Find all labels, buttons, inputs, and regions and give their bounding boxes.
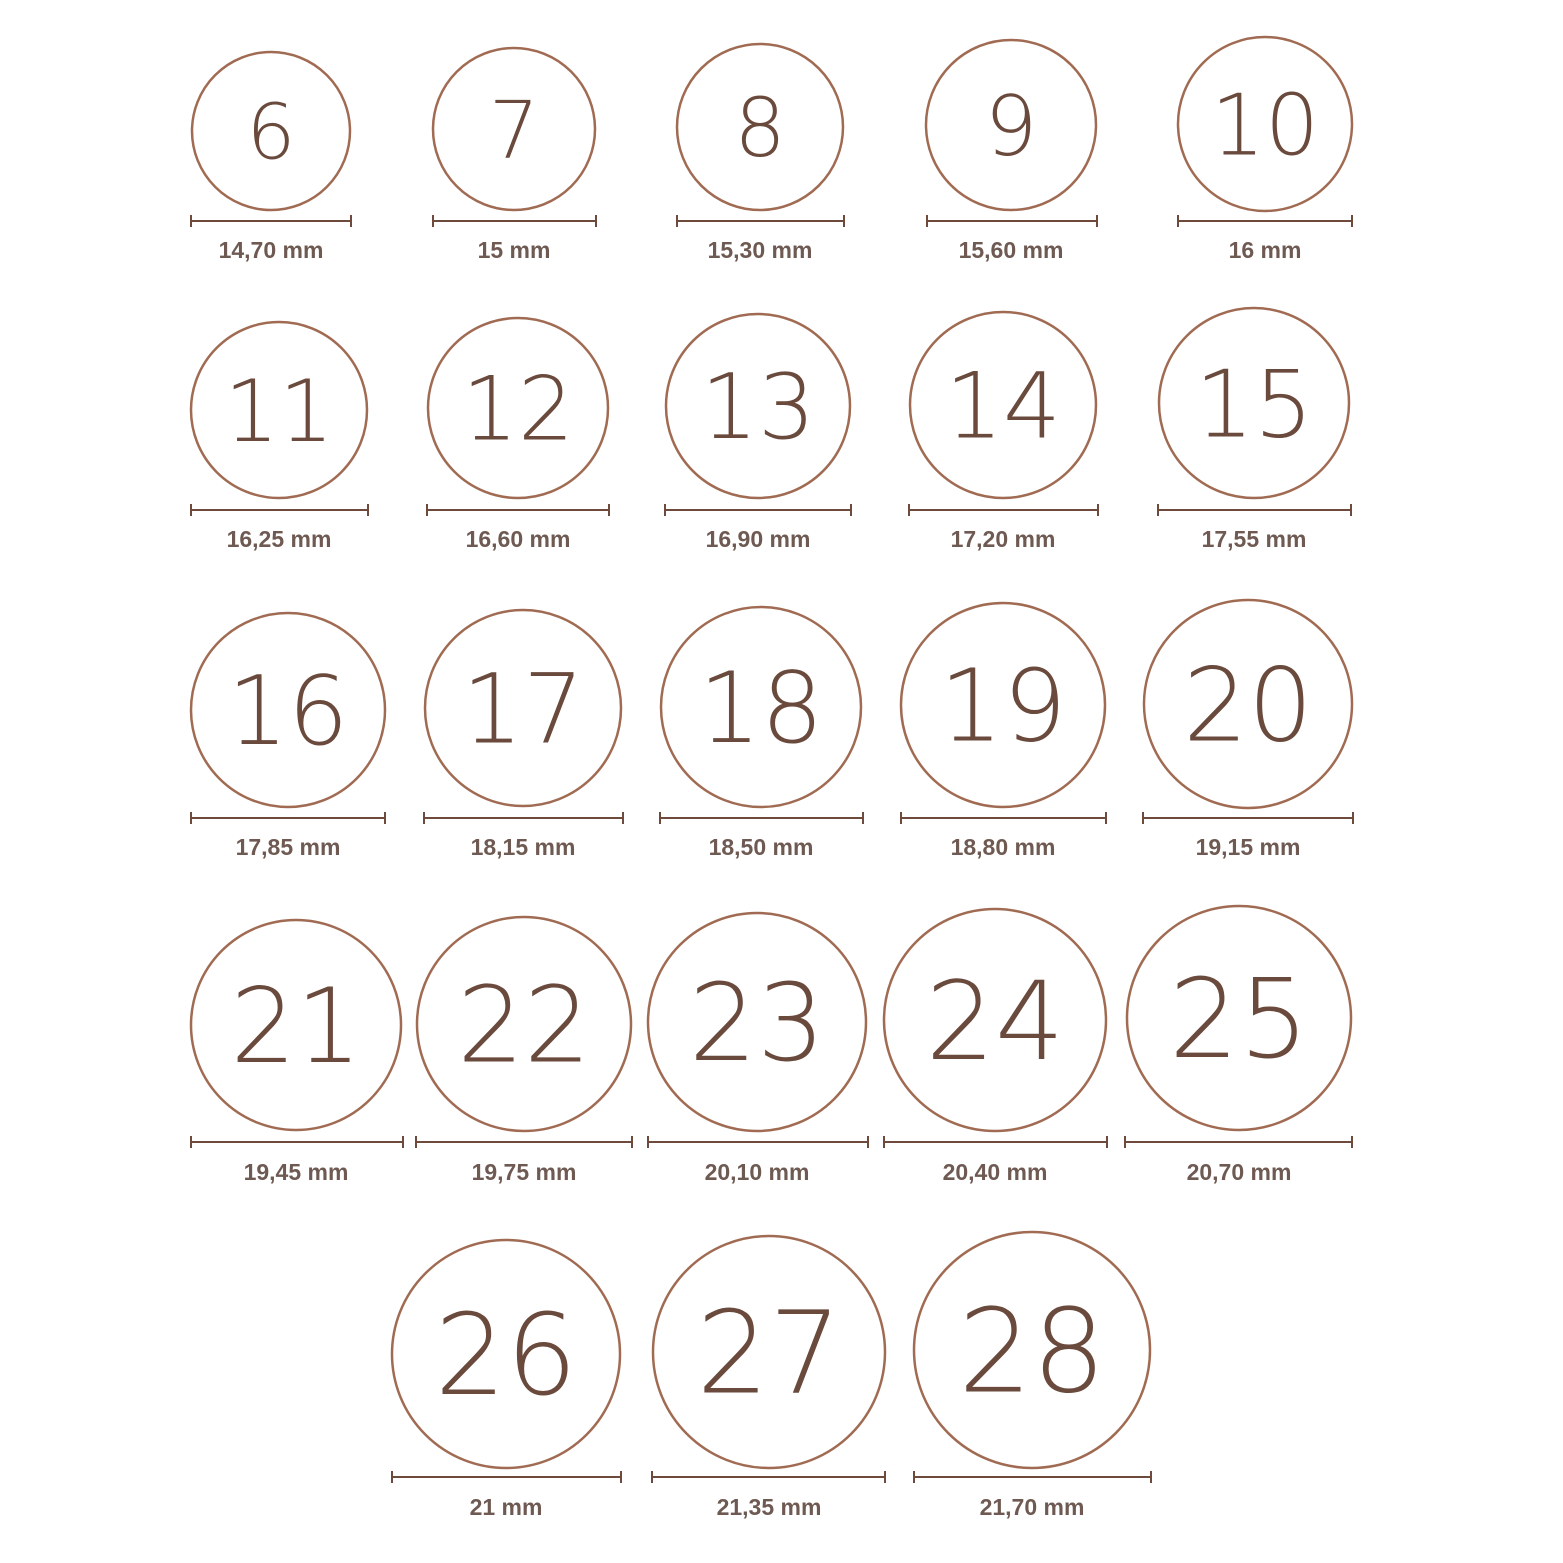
diameter-label: 19,15 mm — [1195, 834, 1301, 860]
diameter-label: 21 mm — [469, 1494, 543, 1520]
ring-size-number: 13 — [700, 355, 816, 461]
ring-size-26 — [392, 1240, 621, 1520]
ring-size-number: 9 — [984, 77, 1038, 175]
diameter-label: 19,45 mm — [243, 1159, 349, 1185]
ring-size-number: 10 — [1210, 76, 1320, 176]
diameter-label: 15,30 mm — [707, 237, 813, 263]
ring-size-8 — [677, 44, 844, 263]
ring-size-14 — [909, 312, 1098, 552]
diameter-label: 17,20 mm — [950, 526, 1056, 552]
ring-size-number: 16 — [227, 656, 349, 767]
ring-size-15 — [1158, 308, 1351, 552]
diameter-label: 17,85 mm — [235, 834, 341, 860]
diameter-label: 21,70 mm — [979, 1494, 1085, 1520]
ring-size-number: 11 — [224, 361, 334, 462]
ring-size-10 — [1178, 37, 1352, 263]
ring-size-number: 27 — [696, 1286, 842, 1420]
ring-size-18 — [660, 607, 863, 860]
ring-size-number: 21 — [230, 966, 362, 1087]
diameter-label: 17,55 mm — [1201, 526, 1307, 552]
ring-size-19 — [901, 603, 1106, 860]
ring-size-number: 12 — [462, 357, 574, 461]
ring-size-16 — [191, 613, 385, 860]
ring-size-11 — [191, 322, 368, 552]
ring-size-number: 20 — [1183, 646, 1313, 766]
ring-size-21 — [191, 920, 403, 1185]
ring-size-23 — [648, 913, 868, 1185]
diameter-label: 18,50 mm — [708, 834, 814, 860]
ring-size-number: 7 — [488, 84, 540, 177]
ring-size-number: 19 — [939, 647, 1067, 765]
ring-size-17 — [424, 610, 623, 860]
diameter-label: 16,90 mm — [705, 526, 811, 552]
ring-size-number: 14 — [945, 354, 1061, 460]
diameter-label: 20,10 mm — [704, 1159, 810, 1185]
ring-size-number: 24 — [925, 957, 1065, 1085]
ring-size-6 — [191, 52, 351, 263]
diameter-label: 21,35 mm — [716, 1494, 822, 1520]
diameter-label: 14,70 mm — [218, 237, 324, 263]
ring-size-number: 28 — [958, 1284, 1106, 1420]
diameter-label: 16 mm — [1228, 237, 1302, 263]
ring-size-number: 22 — [457, 964, 591, 1087]
ring-size-number: 6 — [246, 88, 296, 178]
ring-size-number: 15 — [1194, 350, 1314, 459]
ring-size-number: 23 — [688, 962, 826, 1087]
ring-size-number: 25 — [1169, 955, 1309, 1084]
diameter-label: 20,40 mm — [942, 1159, 1048, 1185]
ring-size-27 — [652, 1236, 885, 1520]
diameter-label: 18,15 mm — [470, 834, 576, 860]
diameter-label: 20,70 mm — [1186, 1159, 1292, 1185]
diameter-label: 15 mm — [477, 237, 551, 263]
ring-size-7 — [433, 48, 596, 263]
ring-size-20 — [1143, 600, 1353, 860]
ring-size-22 — [416, 917, 632, 1185]
ring-size-number: 17 — [461, 653, 585, 766]
diameter-label: 18,80 mm — [950, 834, 1056, 860]
ring-size-13 — [665, 314, 851, 552]
diameter-label: 15,60 mm — [958, 237, 1064, 263]
diameter-label: 16,25 mm — [226, 526, 332, 552]
diameter-label: 16,60 mm — [465, 526, 571, 552]
diameter-label: 19,75 mm — [471, 1159, 577, 1185]
ring-size-number: 26 — [434, 1290, 578, 1421]
ring-size-9 — [926, 40, 1097, 263]
ring-size-25 — [1125, 906, 1352, 1185]
ring-size-number: 18 — [698, 652, 824, 766]
ring-size-number: 8 — [734, 82, 786, 177]
ring-size-12 — [427, 318, 609, 552]
ring-size-28 — [914, 1232, 1151, 1520]
ring-size-24 — [884, 909, 1107, 1185]
